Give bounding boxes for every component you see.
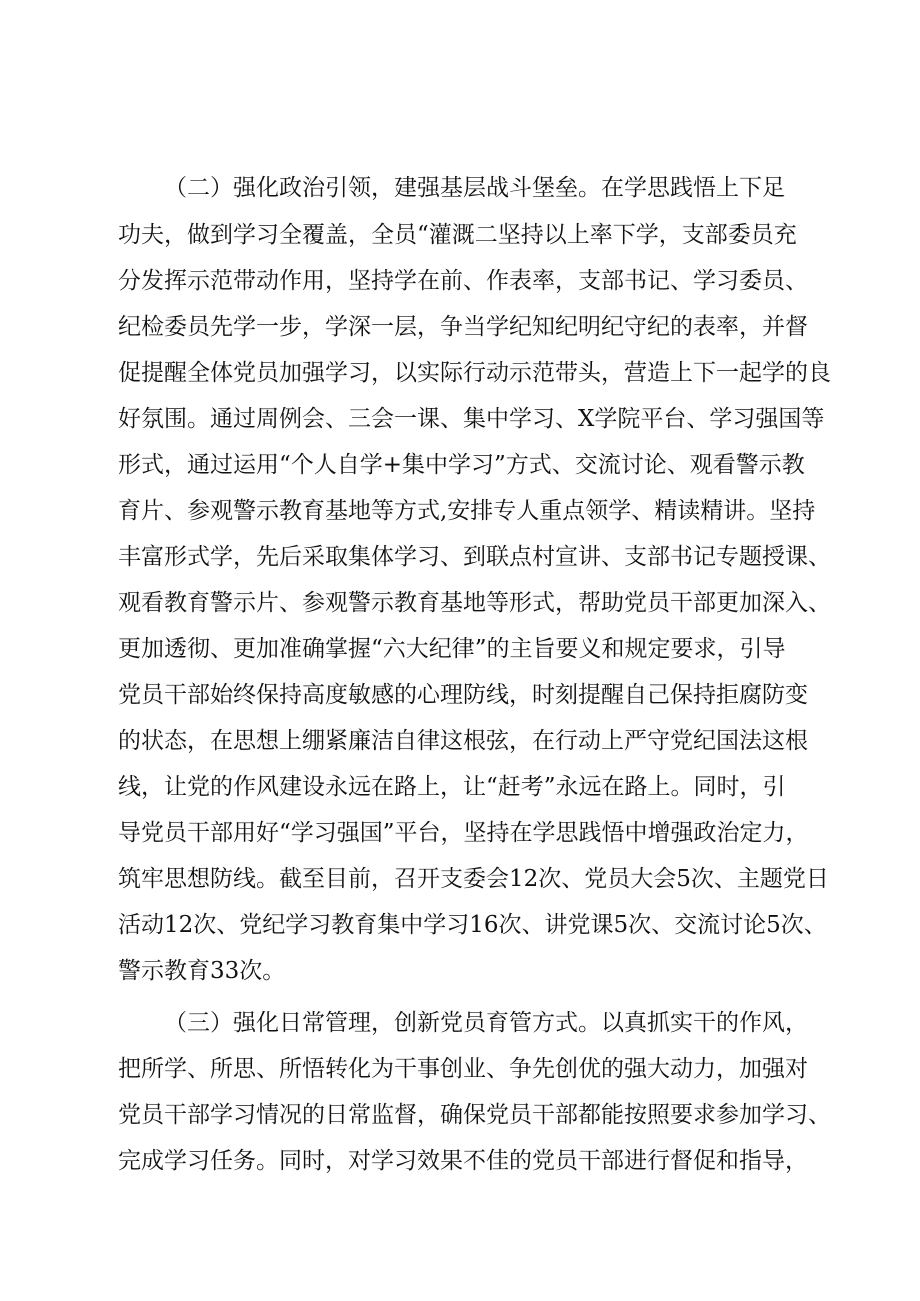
paragraph-line: 分发挥示范带动作用，坚持学在前、作表率，支部书记、学习委员、 [118,268,808,294]
paragraph-line: 党员干部始终保持高度敏感的心理防线，时刻提醒自己保持拒腐防变 [118,682,808,708]
paragraph-line: 导党员干部用好“学习强国”平台，坚持在学思践悟中增强政治定力， [118,820,809,846]
paragraph-line: 把所学、所思、所悟转化为干事创业、争先创优的强大动力，加强对 [118,1056,808,1082]
paragraph-line: 形式，通过运用“个人自学+集中学习”方式、交流讨论、观看警示教 [118,452,805,478]
paragraph-line: 好氛围。通过周例会、三会一课、集中学习、X学院平台、学习强国等 [118,406,825,432]
paragraph-line: 丰富形式学，先后采取集体学习、到联点村宣讲、支部书记专题授课、 [118,544,831,570]
paragraph-line: 的状态，在思想上绷紧廉洁自律这根弦，在行动上严守党纪国法这根 [118,728,808,754]
paragraph-line: 活动12次、党纪学习教育集中学习16次、讲党课5次、交流讨论5次、 [118,912,827,938]
paragraph-line: 育片、参观警示教育基地等方式,安排专人重点领学、精读精讲。坚持 [118,498,816,524]
paragraph-3-heading-line: （三）强化日常管理，创新党员育管方式。以真抓实干的作风， [164,1010,808,1036]
paragraph-line: 更加透彻、更加准确掌握“六大纪律”的主旨要义和规定要求，引导 [118,636,786,662]
paragraph-line: 促提醒全体党员加强学习，以实际行动示范带头，营造上下一起学的良 [118,360,831,386]
paragraph-line: 筑牢思想防线。截至目前，召开支委会12次、党员大会5次、主题党日 [118,866,829,892]
paragraph-line: 纪检委员先学一步，学深一层，争当学纪知纪明纪守纪的表率，并督 [118,314,808,340]
paragraph-line: 功夫，做到学习全覆盖，全员“灌溉二坚持以上率下学，支部委员充 [118,222,797,248]
paragraph-line: 党员干部学习情况的日常监督，确保党员干部都能按照要求参加学习、 [118,1102,831,1128]
paragraph-2-heading-line: （二）强化政治引领，建强基层战斗堡垒。在学思践悟上下足 [164,175,785,201]
paragraph-line: 线，让党的作风建设永远在路上，让“赶考”永远在路上。同时，引 [118,774,786,800]
paragraph-line: 警示教育33次。 [118,958,286,984]
paragraph-line: 完成学习任务。同时，对学习效果不佳的党员干部进行督促和指导， [118,1148,808,1174]
paragraph-line: 观看教育警示片、参观警示教育基地等形式，帮助党员干部更加深入、 [118,590,831,616]
